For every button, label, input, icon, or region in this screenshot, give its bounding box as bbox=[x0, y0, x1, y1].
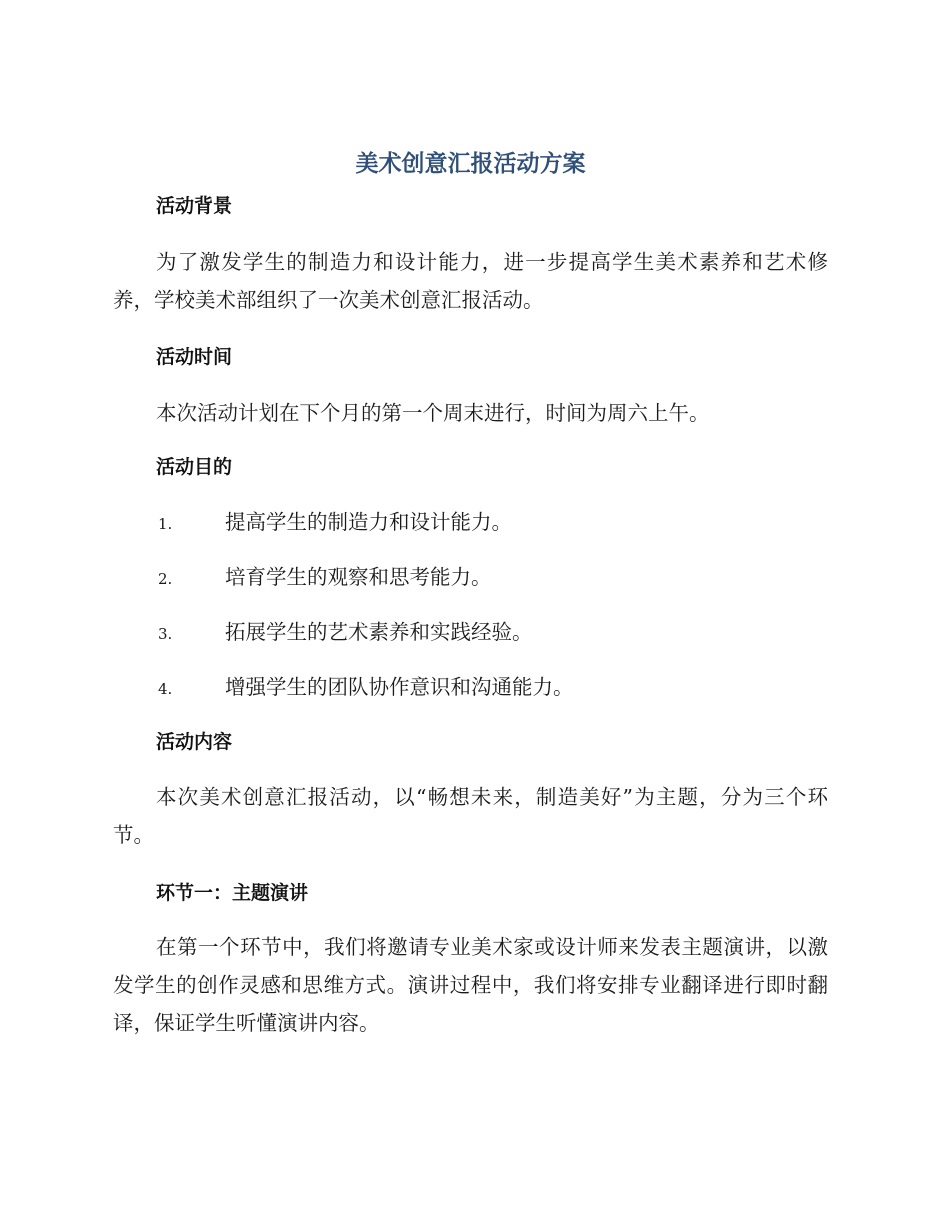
section-heading-time: 活动时间 bbox=[156, 346, 233, 368]
list-item bbox=[158, 672, 828, 704]
section-heading-purpose: 活动目的 bbox=[156, 456, 233, 478]
list-number: 1. bbox=[158, 515, 173, 533]
section-heading-content: 活动内容 bbox=[156, 731, 233, 753]
list-number: 3. bbox=[158, 625, 173, 643]
section-body-background: 为了激发学生的制造力和设计能力，进一步提高学生美术素养和艺术修养，学校美术部组织了一次美术创意汇报活动。 bbox=[113, 250, 828, 312]
list-item bbox=[158, 507, 828, 539]
list-item bbox=[158, 617, 828, 649]
section-heading-part1: 环节一：主题演讲 bbox=[156, 882, 309, 904]
document-title: 美术创意汇报活动方案 bbox=[355, 151, 586, 177]
list-text: 增强学生的团队协作意识和沟通能力。 bbox=[225, 675, 574, 699]
list-text: 提高学生的制造力和设计能力。 bbox=[225, 510, 512, 534]
list-item bbox=[158, 562, 828, 594]
list-number: 2. bbox=[158, 570, 173, 588]
list-text: 拓展学生的艺术素养和实践经验。 bbox=[225, 620, 533, 644]
section-heading-background: 活动背景 bbox=[156, 195, 233, 217]
list-text: 培育学生的观察和思考能力。 bbox=[225, 565, 492, 589]
section-body-content: 本次美术创意汇报活动，以“畅想未来，制造美好”为主题，分为三个环节。 bbox=[113, 785, 828, 847]
section-body-part1: 在第一个环节中，我们将邀请专业美术家或设计师来发表主题演讲，以激发学生的创作灵感和思维方式。演讲过程中，我们将安排专业翻译进行即时翻译，保证学生听懂演讲内容。 bbox=[113, 935, 828, 1035]
section-body-time: 本次活动计划在下个月的第一个周末进行，时间为周六上午。 bbox=[156, 401, 710, 425]
list-number: 4. bbox=[158, 680, 173, 698]
